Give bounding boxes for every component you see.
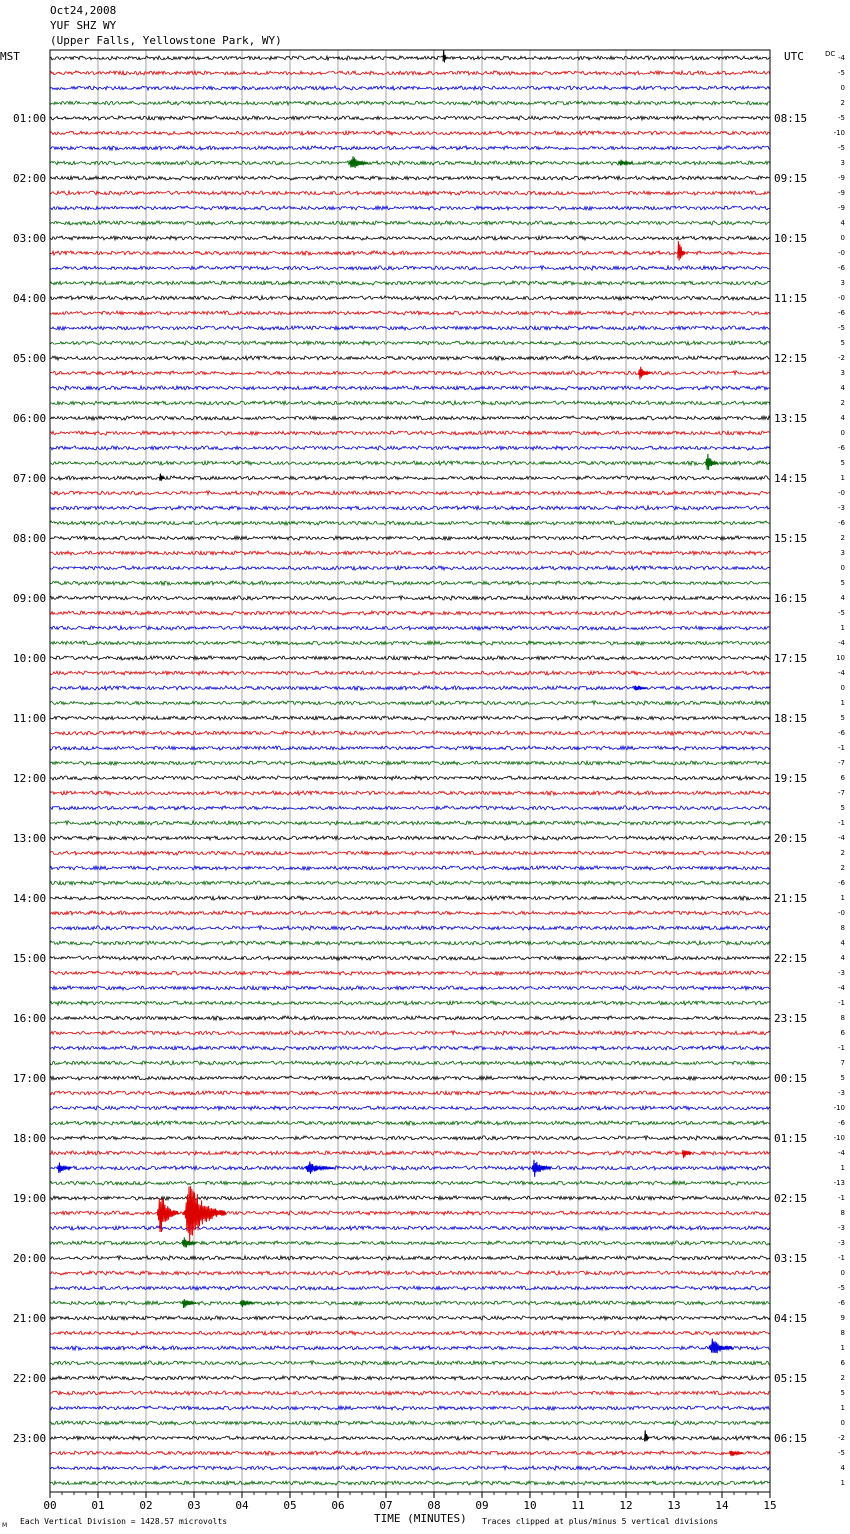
dc-offset-label: 8 bbox=[840, 1209, 845, 1217]
trace-line bbox=[50, 146, 770, 150]
x-tick-label: 13 bbox=[667, 1499, 681, 1512]
trace-line bbox=[50, 326, 770, 330]
trace-line bbox=[50, 1361, 770, 1365]
utc-hour-label: 23:15 bbox=[774, 1012, 808, 1025]
dc-offset-label: -6 bbox=[838, 1299, 845, 1307]
trace-line bbox=[50, 431, 770, 435]
trace-line bbox=[50, 1421, 770, 1425]
x-tick-label: 07 bbox=[379, 1499, 393, 1512]
mst-hour-label: 09:00 bbox=[13, 592, 47, 605]
mst-hour-labels bbox=[13, 112, 46, 1445]
dc-offset-label: 4 bbox=[840, 954, 845, 962]
trace-line bbox=[50, 866, 770, 870]
event-burst bbox=[183, 1186, 226, 1242]
x-tick-label: 12 bbox=[619, 1499, 633, 1512]
trace-line bbox=[50, 881, 770, 885]
trace-line bbox=[50, 1151, 770, 1155]
dc-offset-label: -7 bbox=[838, 789, 845, 797]
trace-line bbox=[50, 416, 770, 420]
utc-hour-label: 14:15 bbox=[774, 472, 808, 485]
x-tick-label: 02 bbox=[139, 1499, 153, 1512]
trace-line bbox=[50, 206, 770, 210]
dc-offset-label: 1 bbox=[840, 1479, 845, 1487]
dc-offset-label: -5 bbox=[838, 1284, 845, 1292]
trace-line bbox=[50, 311, 770, 315]
trace-line bbox=[50, 716, 770, 720]
utc-hour-label: 09:15 bbox=[774, 172, 808, 185]
dc-offset-label: -6 bbox=[838, 729, 845, 737]
mst-hour-label: 01:00 bbox=[13, 112, 47, 125]
dc-offset-label: 2 bbox=[840, 1374, 845, 1382]
dc-offset-label: 6 bbox=[840, 1359, 845, 1367]
trace-line bbox=[50, 551, 770, 555]
dc-offset-label: -5 bbox=[838, 1449, 845, 1457]
mst-hour-label: 14:00 bbox=[13, 892, 47, 905]
trace-line bbox=[50, 401, 770, 405]
trace-line bbox=[50, 911, 770, 915]
event-burst bbox=[350, 156, 369, 168]
x-tick-label: 04 bbox=[235, 1499, 249, 1512]
dc-offset-label: 5 bbox=[840, 339, 845, 347]
trace-line bbox=[50, 1436, 770, 1440]
trace-line bbox=[50, 461, 770, 465]
station-code: YUF SHZ WY bbox=[50, 19, 117, 32]
x-tick-label: 09 bbox=[475, 1499, 489, 1512]
dc-offset-label: 1 bbox=[840, 1164, 845, 1172]
dc-offset-label: 2 bbox=[840, 99, 845, 107]
trace-line bbox=[50, 1481, 770, 1485]
trace-line bbox=[50, 1121, 770, 1125]
mst-hour-label: 05:00 bbox=[13, 352, 47, 365]
trace-line bbox=[50, 1001, 770, 1005]
dc-offset-label: -10 bbox=[833, 129, 845, 137]
dc-offset-label: -0 bbox=[838, 909, 845, 917]
dc-offset-label: 0 bbox=[840, 84, 845, 92]
mst-hour-label: 21:00 bbox=[13, 1312, 47, 1325]
trace-line bbox=[50, 1271, 770, 1275]
dc-offset-label: 4 bbox=[840, 1464, 845, 1472]
dc-offset-label: 4 bbox=[840, 384, 845, 392]
utc-hour-label: 21:15 bbox=[774, 892, 808, 905]
trace-line bbox=[50, 236, 770, 240]
utc-hour-label: 06:15 bbox=[774, 1432, 808, 1445]
dc-offset-label: 3 bbox=[840, 369, 845, 377]
event-burst bbox=[443, 50, 447, 63]
trace-line bbox=[50, 731, 770, 735]
trace-line bbox=[50, 1226, 770, 1230]
mst-hour-label: 13:00 bbox=[13, 832, 47, 845]
trace-line bbox=[50, 161, 770, 165]
mst-hour-label: 12:00 bbox=[13, 772, 47, 785]
trace-line bbox=[50, 1166, 770, 1170]
dc-offset-label: 0 bbox=[840, 684, 845, 692]
trace-line bbox=[50, 536, 770, 540]
trace-line bbox=[50, 581, 770, 585]
trace-line bbox=[50, 1091, 770, 1095]
x-tick-label: 08 bbox=[427, 1499, 441, 1512]
dc-offset-label: 10 bbox=[836, 654, 845, 662]
dc-offset-label: -6 bbox=[838, 264, 845, 272]
trace-line bbox=[50, 221, 770, 225]
trace-line bbox=[50, 1181, 770, 1185]
trace-line bbox=[50, 746, 770, 750]
trace-line bbox=[50, 1016, 770, 1020]
dc-offset-label: 9 bbox=[840, 1314, 845, 1322]
dc-offset-label: 0 bbox=[840, 564, 845, 572]
x-axis-title: TIME (MINUTES) bbox=[374, 1512, 467, 1525]
trace-line bbox=[50, 446, 770, 450]
dc-offset-label: -5 bbox=[838, 609, 845, 617]
trace-line bbox=[50, 131, 770, 135]
trace-line bbox=[50, 761, 770, 765]
trace-line bbox=[50, 1196, 770, 1200]
dc-offset-label: -4 bbox=[838, 54, 845, 62]
trace-line bbox=[50, 506, 770, 510]
dc-offset-label: -9 bbox=[838, 174, 845, 182]
dc-offset-label: 5 bbox=[840, 459, 845, 467]
clip-note: Traces clipped at plus/minus 5 vertical divisions bbox=[482, 1517, 719, 1526]
trace-line bbox=[50, 1391, 770, 1395]
trace-line bbox=[50, 101, 770, 105]
trace-line bbox=[50, 281, 770, 285]
trace-line bbox=[50, 1286, 770, 1290]
trace-line bbox=[50, 611, 770, 615]
trace-line bbox=[50, 926, 770, 930]
dc-offset-label: 3 bbox=[840, 159, 845, 167]
dc-offset-label: -4 bbox=[838, 984, 845, 992]
trace-line bbox=[50, 1466, 770, 1470]
mst-hour-label: 06:00 bbox=[13, 412, 47, 425]
trace-line bbox=[50, 1031, 770, 1035]
trace-line bbox=[50, 806, 770, 810]
dc-offset-label: 1 bbox=[840, 624, 845, 632]
dc-offset-label: 2 bbox=[840, 534, 845, 542]
event-bursts bbox=[57, 50, 743, 1456]
trace-line bbox=[50, 356, 770, 360]
mst-hour-label: 18:00 bbox=[13, 1132, 47, 1145]
dc-offset-label: -3 bbox=[838, 1089, 845, 1097]
x-tick-label: 05 bbox=[283, 1499, 297, 1512]
dc-offset-label: -0 bbox=[838, 249, 845, 257]
dc-offset-label: -6 bbox=[838, 309, 845, 317]
event-burst bbox=[678, 241, 685, 260]
trace-line bbox=[50, 686, 770, 690]
trace-line bbox=[50, 341, 770, 345]
mst-hour-label: 11:00 bbox=[13, 712, 47, 725]
utc-hour-label: 11:15 bbox=[774, 292, 808, 305]
x-tick-label: 10 bbox=[523, 1499, 537, 1512]
trace-line bbox=[50, 956, 770, 960]
trace-line bbox=[50, 476, 770, 480]
dc-offset-label: 2 bbox=[840, 849, 845, 857]
trace-line bbox=[50, 851, 770, 855]
dc-offset-labels bbox=[834, 54, 846, 1487]
dc-offset-label: 1 bbox=[840, 474, 845, 482]
trace-line bbox=[50, 86, 770, 90]
trace-line bbox=[50, 56, 770, 60]
mst-hour-label: 10:00 bbox=[13, 652, 47, 665]
trace-line bbox=[50, 1061, 770, 1065]
dc-offset-label: 2 bbox=[840, 399, 845, 407]
trace-line bbox=[50, 1106, 770, 1110]
trace-line bbox=[50, 251, 770, 255]
utc-hour-label: 19:15 bbox=[774, 772, 808, 785]
mst-hour-label: 15:00 bbox=[13, 952, 47, 965]
dc-offset-label: -3 bbox=[838, 969, 845, 977]
trace-line bbox=[50, 776, 770, 780]
dc-offset-label: -0 bbox=[838, 489, 845, 497]
trace-line bbox=[50, 671, 770, 675]
trace-line bbox=[50, 521, 770, 525]
trace-line bbox=[50, 896, 770, 900]
dc-offset-label: 5 bbox=[840, 1074, 845, 1082]
trace-line bbox=[50, 1046, 770, 1050]
trace-line bbox=[50, 566, 770, 570]
utc-hour-label: 01:15 bbox=[774, 1132, 808, 1145]
dc-offset-label: 0 bbox=[840, 1269, 845, 1277]
event-burst bbox=[645, 1430, 649, 1441]
utc-hour-label: 20:15 bbox=[774, 832, 808, 845]
trace-line bbox=[50, 596, 770, 600]
mst-hour-label: 03:00 bbox=[13, 232, 47, 245]
dc-offset-label: -3 bbox=[838, 1239, 845, 1247]
dc-offset-label: -1 bbox=[838, 1044, 845, 1052]
trace-line bbox=[50, 821, 770, 825]
trace-line bbox=[50, 1076, 770, 1080]
event-burst bbox=[57, 1163, 71, 1173]
dc-offset-label: 3 bbox=[840, 279, 845, 287]
x-tick-label: 15 bbox=[763, 1499, 777, 1512]
utc-hour-labels bbox=[774, 112, 807, 1445]
utc-hour-label: 12:15 bbox=[774, 352, 808, 365]
trace-line bbox=[50, 701, 770, 705]
dc-offset-label: -4 bbox=[838, 639, 845, 647]
event-burst bbox=[532, 1160, 551, 1177]
event-burst bbox=[706, 454, 718, 470]
event-burst bbox=[639, 367, 651, 380]
trace-line bbox=[50, 116, 770, 120]
trace-line bbox=[50, 1331, 770, 1335]
x-tick-label: 01 bbox=[91, 1499, 105, 1512]
dc-offset-label: 0 bbox=[840, 234, 845, 242]
dc-offset-label: -6 bbox=[838, 879, 845, 887]
trace-line bbox=[50, 626, 770, 630]
dc-offset-label: 8 bbox=[840, 1329, 845, 1337]
trace-line bbox=[50, 176, 770, 180]
dc-offset-label: 1 bbox=[840, 1404, 845, 1412]
trace-line bbox=[50, 491, 770, 495]
trace-line bbox=[50, 1346, 770, 1350]
dc-offset-label: 7 bbox=[840, 1059, 845, 1067]
dc-offset-label: 3 bbox=[840, 549, 845, 557]
plot-date: Oct24,2008 bbox=[50, 4, 117, 17]
x-tick-label: 11 bbox=[571, 1499, 585, 1512]
utc-hour-label: 08:15 bbox=[774, 112, 808, 125]
utc-hour-label: 04:15 bbox=[774, 1312, 808, 1325]
utc-axis-label: UTC bbox=[784, 50, 804, 63]
dc-offset-label: 0 bbox=[840, 429, 845, 437]
mst-hour-label: 08:00 bbox=[13, 532, 47, 545]
dc-offset-label: 5 bbox=[840, 1389, 845, 1397]
mst-hour-label: 04:00 bbox=[13, 292, 47, 305]
mst-hour-label: 22:00 bbox=[13, 1372, 47, 1385]
station-location: (Upper Falls, Yellowstone Park, WY) bbox=[50, 34, 282, 47]
trace-line bbox=[50, 656, 770, 660]
utc-hour-label: 00:15 bbox=[774, 1072, 808, 1085]
dc-offset-label: 8 bbox=[840, 1014, 845, 1022]
dc-offset-label: -6 bbox=[838, 1119, 845, 1127]
utc-hour-label: 13:15 bbox=[774, 412, 808, 425]
trace-line bbox=[50, 296, 770, 300]
dc-offset-label: 1 bbox=[840, 699, 845, 707]
dc-offset-label: -1 bbox=[838, 744, 845, 752]
dc-offset-label: -2 bbox=[838, 354, 845, 362]
dc-offset-label: -9 bbox=[838, 189, 845, 197]
trace-line bbox=[50, 191, 770, 195]
scale-note: Each Vertical Division = 1428.57 microvolts bbox=[20, 1517, 228, 1526]
dc-offset-label: -10 bbox=[833, 1104, 845, 1112]
dc-offset-label: -4 bbox=[838, 1149, 845, 1157]
trace-line bbox=[50, 1406, 770, 1410]
trace-line bbox=[50, 1136, 770, 1140]
utc-hour-label: 18:15 bbox=[774, 712, 808, 725]
dc-offset-label: -1 bbox=[838, 1254, 845, 1262]
trace-line bbox=[50, 371, 770, 375]
dc-offset-label: 1 bbox=[840, 1344, 845, 1352]
trace-line bbox=[50, 386, 770, 390]
dc-offset-label: 4 bbox=[840, 219, 845, 227]
utc-hour-label: 22:15 bbox=[774, 952, 808, 965]
mst-axis-label: MST bbox=[0, 50, 20, 63]
trace-lines bbox=[50, 56, 770, 1485]
x-tick-label: 03 bbox=[187, 1499, 201, 1512]
dc-offset-label: -3 bbox=[838, 504, 845, 512]
dc-corner-label: DC bbox=[825, 50, 836, 58]
trace-line bbox=[50, 1376, 770, 1380]
mst-hour-label: 02:00 bbox=[13, 172, 47, 185]
trace-line bbox=[50, 266, 770, 270]
mst-hour-label: 07:00 bbox=[13, 472, 47, 485]
dc-offset-label: 5 bbox=[840, 714, 845, 722]
utc-hour-label: 17:15 bbox=[774, 652, 808, 665]
x-axis bbox=[43, 1492, 776, 1512]
mst-hour-label: 17:00 bbox=[13, 1072, 47, 1085]
dc-offset-label: -0 bbox=[838, 294, 845, 302]
trace-line bbox=[50, 641, 770, 645]
trace-line bbox=[50, 836, 770, 840]
trace-line bbox=[50, 971, 770, 975]
dc-offset-label: -4 bbox=[838, 834, 845, 842]
dc-offset-label: 5 bbox=[840, 579, 845, 587]
trace-line bbox=[50, 986, 770, 990]
trace-line bbox=[50, 1301, 770, 1305]
dc-offset-label: -5 bbox=[838, 114, 845, 122]
trace-line bbox=[50, 941, 770, 945]
x-tick-label: 14 bbox=[715, 1499, 729, 1512]
utc-hour-label: 15:15 bbox=[774, 532, 808, 545]
mst-hour-label: 16:00 bbox=[13, 1012, 47, 1025]
trace-line bbox=[50, 1451, 770, 1455]
dc-offset-label: -5 bbox=[838, 144, 845, 152]
dc-offset-label: -2 bbox=[838, 1434, 845, 1442]
mst-hour-label: 19:00 bbox=[13, 1192, 47, 1205]
dc-offset-label: -6 bbox=[838, 519, 845, 527]
mst-hour-label: 23:00 bbox=[13, 1432, 47, 1445]
dc-offset-label: -7 bbox=[838, 759, 845, 767]
dc-offset-label: -1 bbox=[838, 1194, 845, 1202]
dc-offset-label: 5 bbox=[840, 804, 845, 812]
utc-hour-label: 03:15 bbox=[774, 1252, 808, 1265]
dc-offset-label: 6 bbox=[840, 774, 845, 782]
dc-offset-label: -9 bbox=[838, 204, 845, 212]
x-tick-label: 06 bbox=[331, 1499, 345, 1512]
dc-offset-label: -1 bbox=[838, 819, 845, 827]
dc-offset-label: 8 bbox=[840, 924, 845, 932]
dc-offset-label: 4 bbox=[840, 594, 845, 602]
utc-hour-label: 05:15 bbox=[774, 1372, 808, 1385]
trace-line bbox=[50, 791, 770, 795]
dc-offset-label: -4 bbox=[838, 669, 845, 677]
trace-line bbox=[50, 71, 770, 75]
x-tick-label: 00 bbox=[43, 1499, 57, 1512]
trace-line bbox=[50, 1256, 770, 1260]
utc-hour-label: 10:15 bbox=[774, 232, 808, 245]
dc-offset-label: 2 bbox=[840, 864, 845, 872]
dc-offset-label: -5 bbox=[838, 324, 845, 332]
dc-offset-label: -13 bbox=[833, 1179, 845, 1187]
dc-offset-label: -3 bbox=[838, 1224, 845, 1232]
dc-offset-label: -5 bbox=[838, 69, 845, 77]
dc-offset-label: 6 bbox=[840, 1029, 845, 1037]
utc-hour-label: 16:15 bbox=[774, 592, 808, 605]
dc-offset-label: 4 bbox=[840, 414, 845, 422]
dc-offset-label: -6 bbox=[838, 444, 845, 452]
event-burst bbox=[305, 1162, 334, 1174]
event-burst bbox=[160, 474, 164, 482]
dc-offset-label: -1 bbox=[838, 999, 845, 1007]
trace-line bbox=[50, 1316, 770, 1320]
mst-hour-label: 20:00 bbox=[13, 1252, 47, 1265]
dc-offset-label: -10 bbox=[833, 1134, 845, 1142]
footer-mark: M bbox=[2, 1522, 8, 1529]
dc-offset-label: 1 bbox=[840, 894, 845, 902]
utc-hour-label: 02:15 bbox=[774, 1192, 808, 1205]
trace-line bbox=[50, 1241, 770, 1245]
dc-offset-label: 0 bbox=[840, 1419, 845, 1427]
dc-offset-label: 4 bbox=[840, 939, 845, 947]
